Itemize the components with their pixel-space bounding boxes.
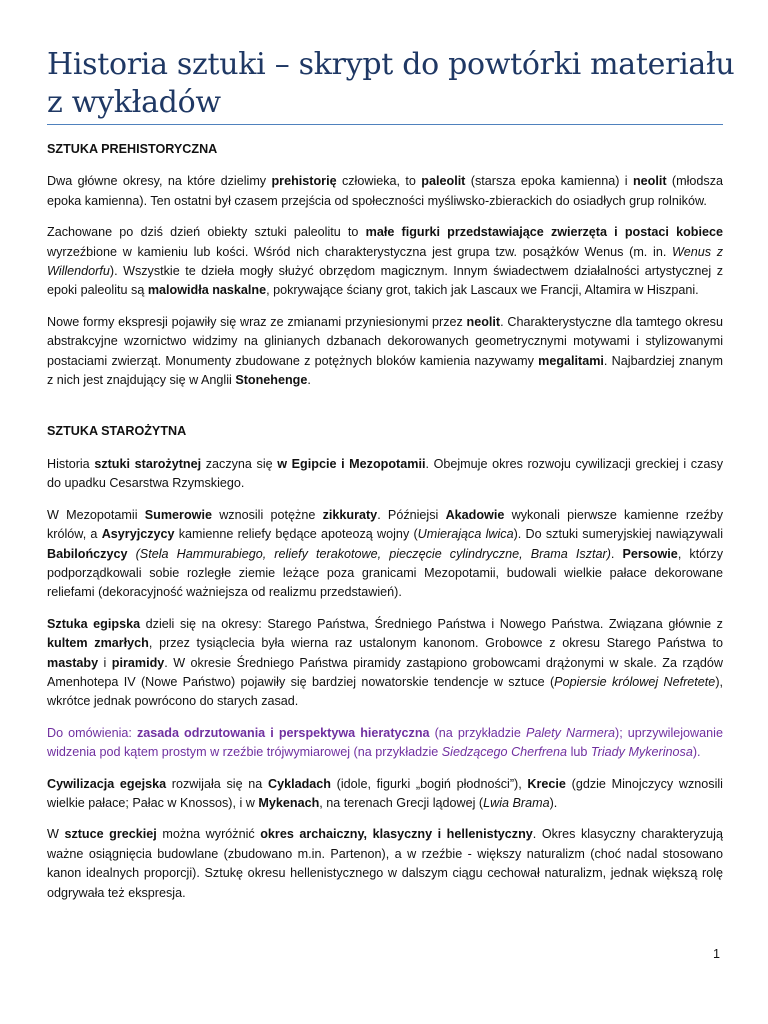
text-run: człowieka, to — [336, 174, 422, 189]
page-number: 1 — [712, 947, 720, 961]
italic-title: Umierająca lwica — [417, 527, 514, 542]
italic-title: Triady Mykerinosa — [590, 745, 693, 760]
bold-term: zikkuraty — [322, 507, 378, 522]
bold-term: mastaby — [47, 655, 99, 670]
italic-title: Popiersie królowej Nefretete — [554, 674, 716, 689]
text-run: kamienne reliefy będące apoteozą wojny ( — [174, 527, 418, 542]
text-run: wykonali pierwsze kamienne rzeźby królów, a — [47, 507, 723, 542]
text-run: dzieli się na okresy: Starego Państwa, Średniego Państwa i Nowego Państwa. Związana głównie z — [140, 616, 723, 631]
text-run: (młodsza epoka kamienna). Ten ostatni był czasem przejścia od społeczności myśliwsko-zbierackich do osiadłych grup rolników. — [47, 174, 724, 208]
text-run: (gdzie Minojczycy wznosili wielkie pałace; Pałac w Knossos), i w — [47, 776, 723, 810]
bold-term: kultem zmarłych — [47, 636, 149, 651]
paragraph-aegean — [47, 775, 723, 814]
bold-term: Babilończycy — [47, 546, 128, 561]
text-run: (starsza epoka kamienna) i — [465, 174, 633, 189]
text-run: . — [307, 373, 311, 388]
text-run: , przez tysiąclecia była wierna raz ustalonym kanonom. Grobowce z okresu Starego Państwa to — [148, 636, 723, 651]
text-run: ). Wszystkie te dzieła mogły służyć obrzędom magicznym. Innym świadectwem działalności artystycznej z epoki paleolitu są — [47, 264, 723, 298]
italic-title: Palety Narmera — [525, 725, 615, 740]
text-run: Nowe formy ekspresji pojawiły się wraz ze zmianami przyniesionymi przez — [47, 314, 467, 329]
bold-term: okres archaiczny, klasyczny i hellenistyczny — [260, 827, 533, 842]
bold-term: Akadowie — [445, 507, 505, 522]
bold-term: Cykladach — [267, 776, 331, 791]
title-underline — [47, 124, 723, 125]
bold-term: zasada odrzutowania i perspektywa hieratyczna — [136, 725, 430, 740]
text-run: . Okres klasyczny charakteryzują ważne osiągnięcia budowlane (zbudowano m.in. Partenon), a w rzeźbie - większy naturalizm (choć nadal stosowano kanon idealnych proporcji). Sztukę okresu hellenistycznego w dalszym ciągu cechował naturalizm, jednak większą rolę odgrywała też ekspresja. — [47, 827, 723, 900]
bold-term: malowidła naskalne — [147, 283, 267, 298]
text-run: , którzy podporządkowali sobie rozległe ziemie leżące poza granicami Mezopotamii, budowali wielkie pałace dekorowane reliefami (dekoracyjność ważniejsza od realizmu przedstawień). — [47, 546, 724, 600]
bold-term: Krecie — [527, 776, 566, 791]
paragraph-to-discuss — [47, 724, 723, 763]
text-run: Dwa główne okresy, na które dzielimy — [47, 174, 272, 189]
paragraph-mesopotamia — [47, 506, 723, 603]
italic-title: (Stela Hammurabiego, reliefy terakotowe, pieczęcie cylindryczne, Brama Isztar) — [135, 546, 611, 561]
paragraph-periods — [47, 172, 723, 211]
text-run: ), wkrótce jednak powrócono do starych zasad. — [47, 674, 724, 709]
bold-term: w Egipcie i Mezopotamii — [277, 456, 426, 471]
bold-term: Stonehenge — [235, 373, 308, 388]
italic-title: Lwia Brama — [483, 795, 550, 810]
paragraph-greek — [47, 825, 723, 903]
text-run: wznosili potężne — [211, 507, 323, 522]
text-run: . Późniejsi — [377, 507, 446, 522]
text-run: , na terenach Grecji lądowej ( — [319, 795, 484, 810]
text-run: zaczyna się — [201, 456, 278, 471]
text-run: . W okresie Średniego Państwa piramidy zastąpiono grobowcami drążonymi w skale. Za rządów Amenhotepa IV (Nowe Państwo) pojawiły się bardziej nowatorskie tendencje w sztuce ( — [47, 655, 723, 689]
text-run: . Obejmuje okres rozwoju cywilizacji greckiej i czasy do upadku Cesarstwa Rzymskiego. — [47, 456, 723, 491]
bold-term: prehistorię — [271, 174, 337, 189]
text-run: Zachowane po dziś dzień obiekty sztuki paleolitu to — [47, 225, 366, 240]
text-run: Do omówienia: — [47, 725, 137, 740]
text-run: ); uprzywilejowanie widzenia pod kątem prostym w rzeźbie trójwymiarowej (na przykładzie — [47, 725, 723, 760]
bold-term: neolit — [466, 314, 501, 329]
text-run: . — [610, 546, 623, 561]
bold-term: megalitami — [538, 353, 604, 368]
text-run: Historia — [47, 456, 95, 471]
text-run: lub — [567, 745, 591, 760]
paragraph-ancient-intro — [47, 455, 723, 494]
text-run: W Mezopotamii — [47, 507, 145, 522]
bold-term: sztuce greckiej — [64, 827, 157, 842]
bold-term: Sumerowie — [144, 507, 212, 522]
bold-term: Cywilizacja egejska — [47, 776, 167, 791]
text-run: rozwijała się na — [166, 776, 268, 791]
text-run: . Charakterystyczne dla tamtego okresu abstrakcyjne wzornictwo widzimy na glinianych dzbanach dekorowanych geometrycznymi motywami i stylizowanymi postaciami zwierząt. Monumenty zbudowane z potężnych bloków kamienia nazywamy — [47, 314, 723, 368]
bold-term: neolit — [632, 174, 667, 189]
text-run — [128, 547, 136, 561]
text-run: (idole, figurki „bogiń płodności”), — [330, 776, 528, 791]
bold-term: Mykenach — [258, 795, 320, 810]
section-heading-prehistoric: SZTUKA PREHISTORYCZNA — [47, 142, 218, 156]
section-spacer — [47, 402, 723, 422]
bold-term: sztuki starożytnej — [94, 456, 202, 471]
text-run: ). — [692, 745, 701, 760]
text-run: ). — [549, 795, 558, 810]
paragraph-egypt — [47, 615, 723, 712]
text-run: i — [98, 655, 112, 670]
document-body — [47, 140, 723, 915]
paragraph-paleolithic — [47, 223, 723, 301]
text-run: ). Do sztuki sumeryjskiej nawiązywali — [513, 527, 723, 542]
text-run: (na przykładzie — [429, 725, 526, 740]
bold-term: Persowie — [622, 546, 678, 561]
italic-title: Siedzącego Cherfrena — [441, 745, 568, 760]
bold-term: paleolit — [421, 174, 466, 189]
text-run: , pokrywające ściany grot, takich jak Lascaux we Francji, Altamira w Hiszpani. — [266, 283, 699, 298]
paragraph-neolithic — [47, 313, 723, 391]
text-run: . Najbardziej znanym z nich jest znajdujący się w Anglii — [47, 353, 724, 388]
text-run: można wyróżnić — [156, 827, 261, 842]
bold-term: Asyryjczycy — [101, 527, 175, 542]
bold-term: piramidy — [111, 655, 165, 670]
bold-term: Sztuka egipska — [47, 616, 141, 631]
section-heading-ancient: SZTUKA STAROŻYTNA — [47, 424, 187, 439]
text-run: wyrzeźbione w kamieniu lub kości. Wśród nich charakterystyczna jest grupa tzw. posążków Wenus (m. in. — [47, 244, 673, 259]
page-title: Historia sztuki – skrypt do powtórki materiału z wykładów — [47, 47, 735, 120]
text-run: W — [47, 827, 65, 842]
italic-title: Wenus z Willendorfu — [47, 244, 724, 279]
bold-term: małe figurki przedstawiające zwierzęta i postaci kobiece — [365, 225, 724, 240]
